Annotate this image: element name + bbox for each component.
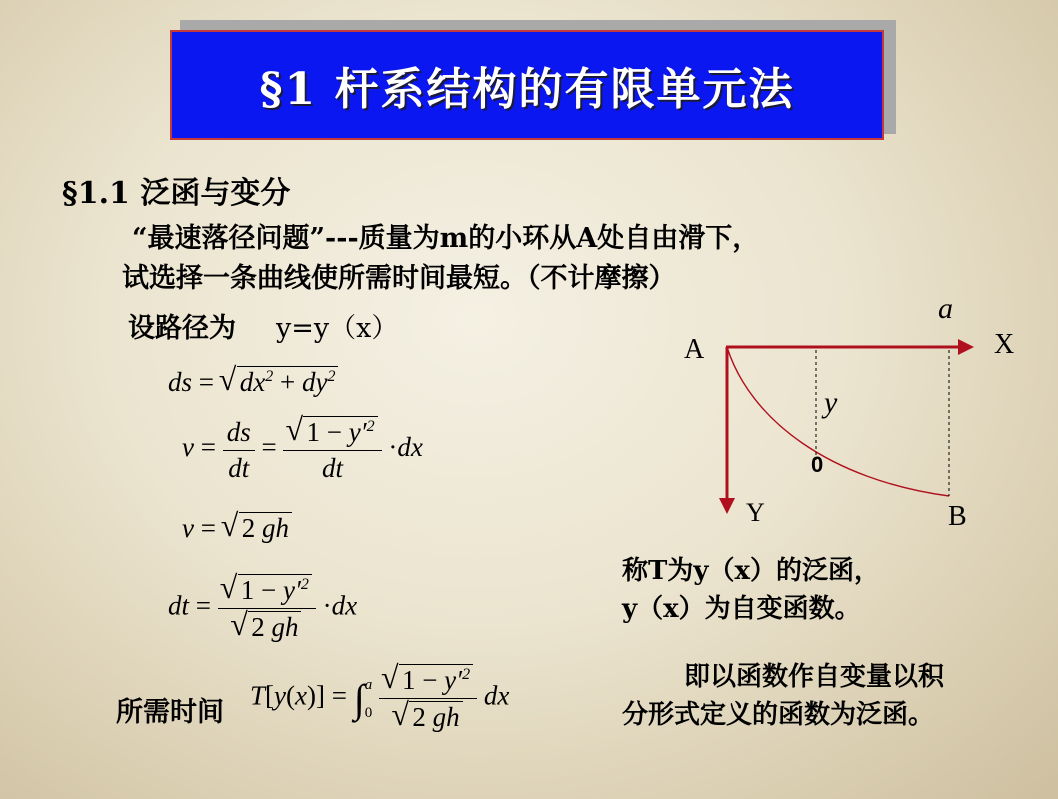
equation-ds: ds = √ $dx^2 + dy^2$ — [168, 366, 338, 398]
title-banner — [170, 30, 884, 140]
equation-dt-lhs: dt — [168, 590, 190, 621]
equation-v2: v = √ 2 gh — [182, 512, 292, 544]
y-axis-arrowhead — [719, 498, 735, 514]
time-label: 所需时间 — [116, 697, 224, 728]
path-equation: y=y（x） — [276, 313, 399, 344]
equation-ds-lhs: ds — [168, 367, 193, 397]
label-B: B — [948, 501, 967, 532]
right-text-line-2: y（x）为自变函数。 — [622, 594, 861, 624]
problem-line-2: 试选择一条曲线使所需时间最短。（不计摩擦） — [122, 263, 676, 294]
problem-line-1: “最速落径问题”---质量为m的小环从A处自由滑下， — [132, 223, 760, 254]
subsection-heading: §1.1 泛函与变分 — [62, 176, 291, 211]
equation-v1: v = $\frac{ds}{dt}$ = √ $\frac{1 - y'^2}{dt}$ ·dx — [182, 416, 423, 484]
label-a: a — [938, 292, 953, 325]
label-A: A — [684, 334, 705, 365]
equation-v1-lhs: v — [182, 432, 194, 463]
equation-v2-lhs: v — [182, 513, 194, 543]
label-Y: Y — [746, 498, 765, 527]
label-y: y — [824, 386, 838, 419]
right-text-line-3: 即以函数作自变量以积 — [684, 662, 945, 692]
right-text-line-4: 分形式定义的函数为泛函。 — [622, 700, 935, 730]
equation-time: T[y(x)] = ∫ a 0 √ $1 - y'^2$ √ 2 gh dx — [250, 664, 509, 733]
brachistochrone-diagram — [660, 290, 1040, 540]
path-label: 设路径为 — [128, 313, 236, 344]
descent-curve — [727, 347, 949, 496]
ring-mass-marker: 0 — [811, 452, 824, 477]
x-axis-arrowhead — [958, 339, 974, 355]
equation-dt: dt = √ $1 - y'^2$ √ 2 gh ·dx — [168, 574, 357, 643]
right-text-line-1: 称T为y（x）的泛函， — [622, 556, 880, 586]
slide-title: §1 杆系结构的有限单元法 — [259, 64, 795, 115]
label-X: X — [994, 329, 1015, 360]
